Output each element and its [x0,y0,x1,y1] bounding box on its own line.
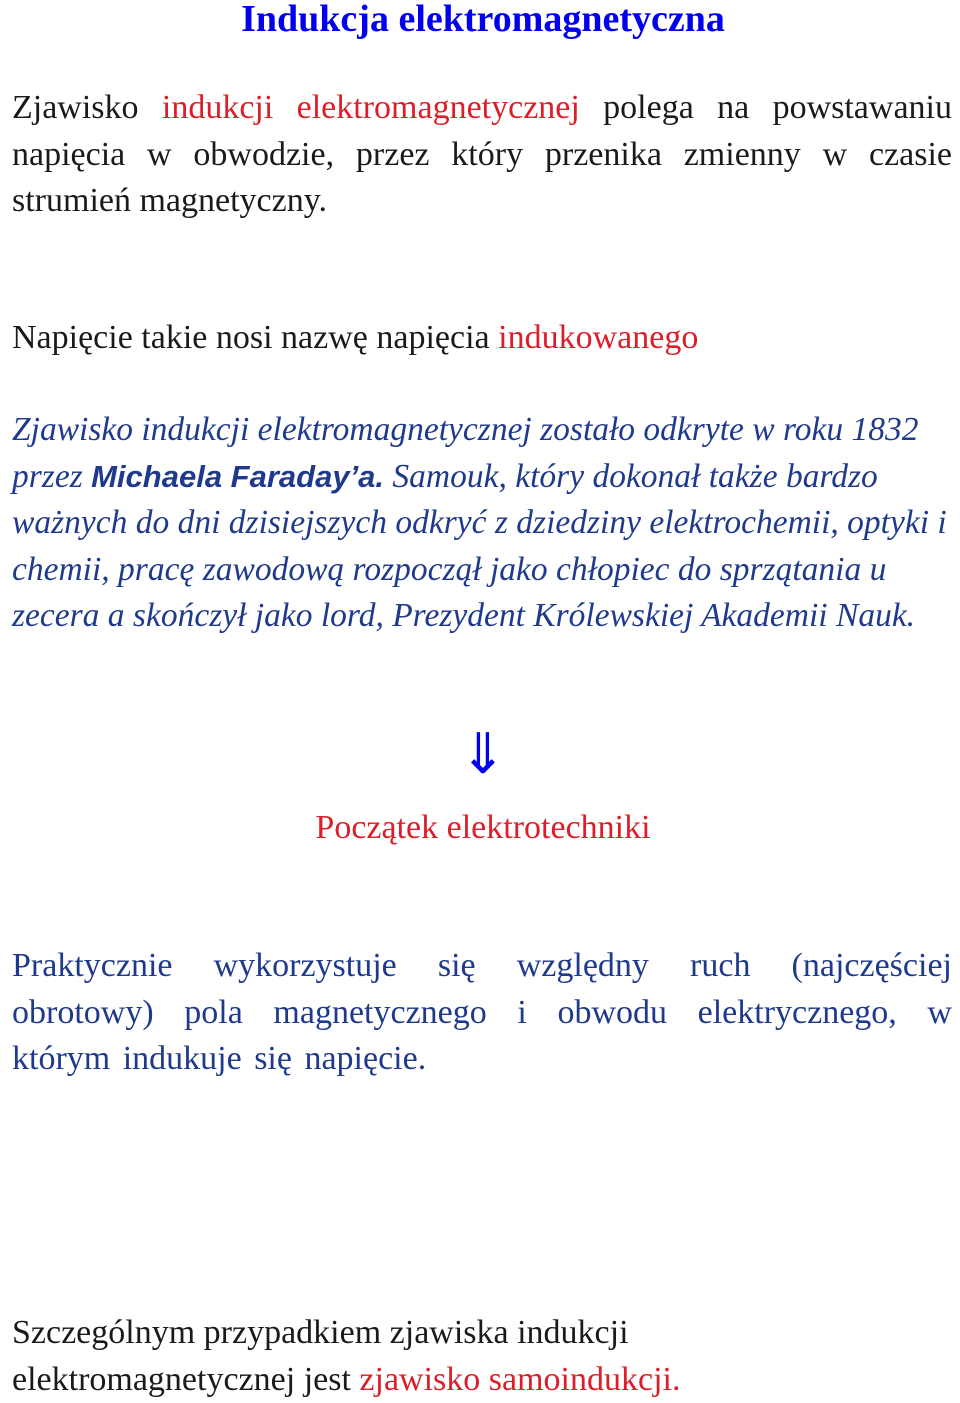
highlight-induction-term: indukcji elektromagnetycznej [161,89,580,126]
faraday-name: Michaela Faraday’a. [91,458,385,494]
paragraph-definition-pre: Zjawisko [12,89,162,126]
paragraph-induced-voltage [12,315,952,362]
paragraph-definition [12,85,952,225]
paragraph-induced-voltage-pre: Napięcie takie nosi nazwę napięcia [12,319,499,356]
paragraph-faraday-post: Samouk, który dokonał także bardzo ważnych do dni dzisiejszych odkryć z dziedziny elektrochemii, optyki i chemii, pracę zawodową rozpoczął jako chłopiec do sprzątania u zecera a skończył jako lord, Prezydent Królewskiej Akademii Nauk. [12,457,947,634]
paragraph-self-induction-line1: Szczególnym przypadkiem zjawiska indukcji [12,1314,629,1351]
paragraph-definition-post: polega na powstawaniu napięcia w obwodzie, przez który przenika zmienny w czasie strumień magnetyczny. [12,89,952,219]
paragraph-faraday-pre: Zjawisko indukcji elektromagnetycznej zostało odkryte w roku 1832 przez [12,411,919,495]
paragraph-electrotechnics-start: Początek elektrotechniki [315,809,651,846]
paragraph-self-induction-line2: elektromagnetycznej jest [12,1360,360,1398]
highlight-self-induction-term: zjawisko samoindukcji. [359,1360,681,1398]
highlight-induced-term: indukowanego [498,319,699,356]
page-title: Indukcja elektromagnetyczna [241,0,725,40]
paragraph-practical-use: Praktycznie wykorzystuje się względny ruch (najczęściej obrotowy) pola magnetycznego i obwodu elektrycznego, w którym indukuje się napięcie. [12,947,952,1077]
paragraph-faraday [12,407,952,640]
double-down-arrow-icon: ⇓ [459,722,507,787]
paragraph-self-induction [12,1310,952,1403]
